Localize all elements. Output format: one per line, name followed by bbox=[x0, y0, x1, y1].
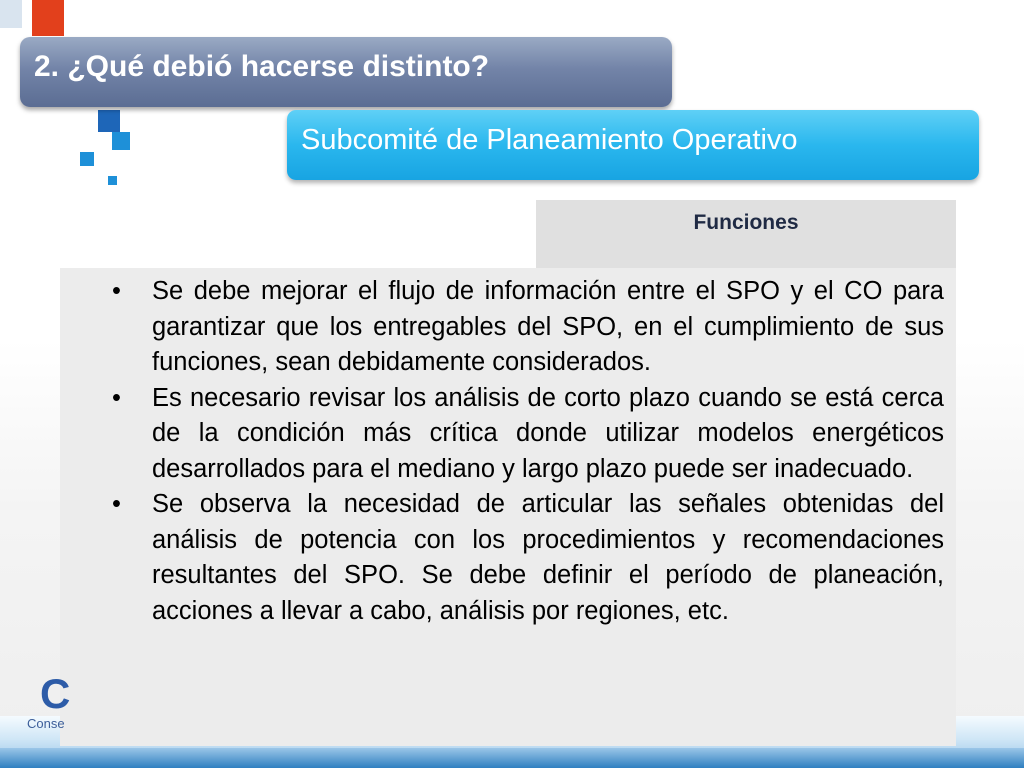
slide-title: 2. ¿Qué debió hacerse distinto? bbox=[34, 50, 490, 83]
decorative-square bbox=[0, 0, 22, 28]
bullet-text: Se observa la necesidad de articular las señales obtenidas del análisis de potencia con los procedimientos y recomendaciones resultantes del SPO. Se debe definir el período de planeación, acciones a llevar a cabo, análisis por regiones, etc. bbox=[152, 490, 944, 625]
bullet-marker: • bbox=[112, 490, 121, 518]
decorative-square bbox=[108, 176, 117, 185]
list-item bbox=[92, 381, 944, 488]
bottom-blue-strip bbox=[0, 748, 1024, 768]
logo-mark: C bbox=[40, 670, 71, 717]
table-header-cell bbox=[536, 200, 956, 270]
slide-subtitle-bar bbox=[287, 110, 979, 180]
bullet-text: Es necesario revisar los análisis de corto plazo cuando se está cerca de la condición más crítica donde utilizar modelos energéticos desarrollados para el mediano y largo plazo puede ser inadecuado. bbox=[152, 383, 944, 483]
bullet-marker: • bbox=[112, 383, 121, 412]
list-item bbox=[92, 274, 944, 381]
slide-subtitle: Subcomité de Planeamiento Operativo bbox=[301, 124, 798, 156]
bullet-text: Se debe mejorar el flujo de información entre el SPO y el CO para garantizar que los entregables del SPO, en el cumplimiento de sus funciones, sean debidamente considerados. bbox=[152, 277, 944, 376]
slide-title-bar bbox=[20, 37, 672, 107]
bullet-marker: • bbox=[112, 277, 121, 305]
list-item bbox=[92, 487, 944, 629]
logo-text: Conse bbox=[27, 716, 65, 731]
decorative-square bbox=[80, 152, 94, 166]
decorative-square bbox=[112, 132, 130, 150]
decorative-square bbox=[32, 0, 64, 36]
decorative-square bbox=[98, 110, 120, 132]
table-header-label: Funciones bbox=[693, 211, 799, 234]
bullet-list bbox=[92, 274, 944, 629]
